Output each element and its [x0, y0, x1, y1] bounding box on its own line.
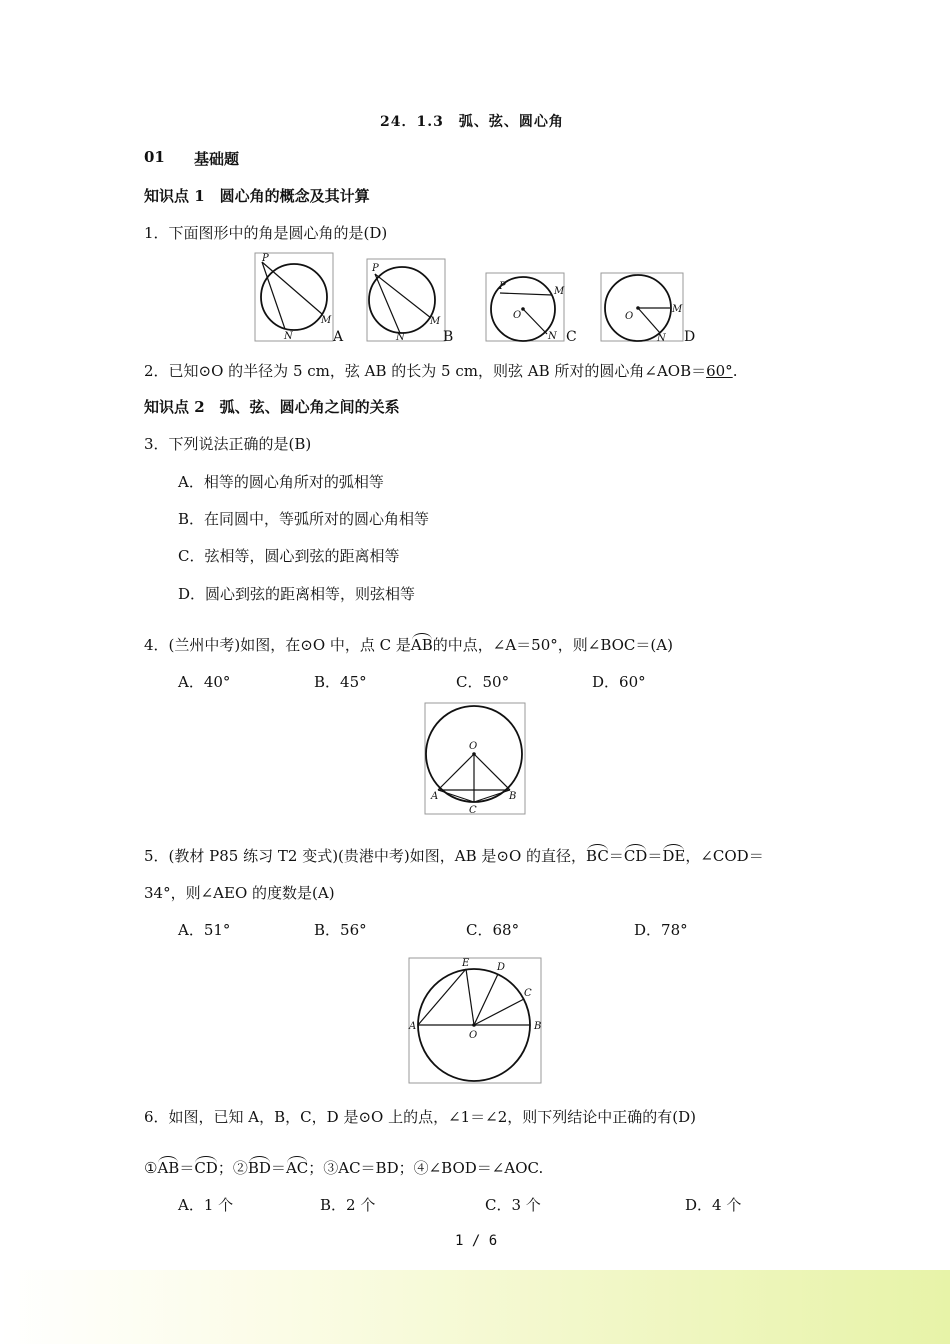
q4-figure	[424, 702, 526, 816]
q4-option-a: A．40°	[178, 673, 231, 691]
q6-c2: ；②	[217, 1159, 248, 1177]
fig-a-label-p: P	[262, 253, 269, 264]
footer-decoration	[0, 1270, 950, 1344]
fig-b-label-p: P	[372, 263, 379, 274]
q1-figure-d	[600, 272, 698, 344]
q4-option-b: B．45°	[314, 673, 367, 691]
q5-arc-cd: CD	[623, 847, 648, 865]
fig-a-label-n: N	[284, 331, 293, 342]
q2-answer: 60°	[706, 362, 733, 380]
fig-b-label-n: N	[396, 332, 405, 343]
section-name: 基础题	[194, 150, 240, 168]
fig-c-label-o: O	[513, 310, 522, 321]
fig-a-label-m: M	[321, 315, 332, 326]
q6-c3: ；③AC＝BD；④∠BOD＝∠AOC.	[308, 1159, 544, 1177]
q5-option-d: D．78°	[634, 921, 688, 939]
q5-fig-label-o: O	[469, 1030, 478, 1041]
q5-eq-2: ＝	[647, 847, 663, 865]
q3-option-b: B．在同圆中，等弧所对的圆心角相等	[178, 510, 430, 528]
q2-stem: 2．已知⊙O 的半径为 5 cm，弦 AB 的长为 5 cm，则弦 AB 所对的圆心角∠AOB＝	[144, 362, 707, 380]
q5-fig-label-c: C	[524, 988, 532, 999]
q5-arc-de: DE	[662, 847, 686, 865]
q5-option-b: B．56°	[314, 921, 367, 939]
fig-a-option: A	[333, 329, 344, 345]
q6-eq-2: ＝	[270, 1159, 286, 1177]
q6-option-a: A．1 个	[178, 1196, 234, 1214]
q6-eq-1: ＝	[179, 1159, 195, 1177]
q6-arc-bd: BD	[247, 1159, 271, 1177]
q6-option-d: D．4 个	[685, 1196, 742, 1214]
q4-fig-label-c: C	[469, 805, 477, 816]
q4-fig-label-o: O	[469, 741, 478, 752]
section-number: 01	[144, 148, 165, 166]
q5-option-a: A．51°	[178, 921, 231, 939]
question-3: 3．下列说法正确的是(B)	[144, 435, 312, 453]
question-6: 6．如图，已知 A，B，C，D 是⊙O 上的点，∠1＝∠2，则下列结论中正确的有(D)	[144, 1108, 697, 1126]
knowledge-point-1: 知识点 1 圆心角的概念及其计算	[144, 187, 370, 205]
q6-arc-ac: AC	[285, 1159, 309, 1177]
fig-d-label-n: N	[657, 333, 666, 344]
q4-fig-label-b: B	[509, 791, 517, 802]
fig-c-label-m: M	[554, 286, 565, 297]
question-5	[144, 845, 764, 866]
q1-figure-a	[254, 252, 354, 344]
question-2	[144, 360, 737, 381]
q5-fig-label-e: E	[462, 958, 470, 969]
q5-fig-label-a: A	[409, 1021, 417, 1032]
knowledge-point-2: 知识点 2 弧、弦、圆心角之间的关系	[144, 398, 400, 416]
q6-option-c: C．3 个	[485, 1196, 541, 1214]
q5-arc-bc: BC	[586, 847, 609, 865]
q5-figure	[408, 957, 544, 1085]
q4-option-c: C．50°	[456, 673, 510, 691]
q3-option-c: C．弦相等，圆心到弦的距离相等	[178, 547, 400, 565]
q1-figure-c	[485, 272, 581, 344]
q5-fig-label-b: B	[534, 1021, 542, 1032]
q4-option-d: D．60°	[592, 673, 646, 691]
q3-option-a: A．相等的圆心角所对的弧相等	[178, 473, 384, 491]
q4-fig-label-a: A	[431, 791, 439, 802]
q5-fig-label-d: D	[497, 962, 506, 973]
fig-d-label-m: M	[672, 304, 683, 315]
fig-d-label-o: O	[625, 311, 634, 322]
q6-conclusions	[144, 1157, 543, 1178]
fig-b-label-m: M	[430, 316, 441, 327]
fig-d-option: D	[684, 329, 696, 345]
q5-option-c: C．68°	[466, 921, 520, 939]
q6-arc-cd: CD	[194, 1159, 218, 1177]
fig-c-option: C	[566, 329, 577, 345]
page-title: 24．1.3 弧、弦、圆心角	[380, 114, 564, 130]
q5-post: ，∠COD＝	[685, 847, 764, 865]
question-4	[144, 634, 673, 655]
page-number: 1 / 6	[455, 1233, 498, 1249]
q3-option-d: D．圆心到弦的距离相等，则弦相等	[178, 585, 416, 603]
q5-eq-1: ＝	[608, 847, 624, 865]
fig-b-option: B	[443, 329, 454, 345]
q6-c1: ①	[144, 1159, 158, 1177]
q1-figure-b	[366, 258, 466, 344]
question-1: 1．下面图形中的角是圆心角的是(D)	[144, 224, 388, 242]
q4-pre: 4．(兰州中考)如图，在⊙O 中，点 C 是	[144, 636, 411, 654]
q2-end: .	[732, 362, 738, 380]
q6-arc-ab: AB	[157, 1159, 180, 1177]
fig-c-label-n: N	[548, 331, 557, 342]
q6-option-b: B．2 个	[320, 1196, 376, 1214]
q4-arc: AB	[410, 636, 433, 654]
q4-post: 的中点，∠A＝50°，则∠BOC＝(A)	[432, 636, 673, 654]
fig-c-label-p: P	[499, 281, 506, 292]
q5-pre: 5．(教材 P85 练习 T2 变式)(贵港中考)如图，AB 是⊙O 的直径，	[144, 847, 587, 865]
q5-line-2: 34°，则∠AEO 的度数是(A)	[144, 884, 335, 902]
